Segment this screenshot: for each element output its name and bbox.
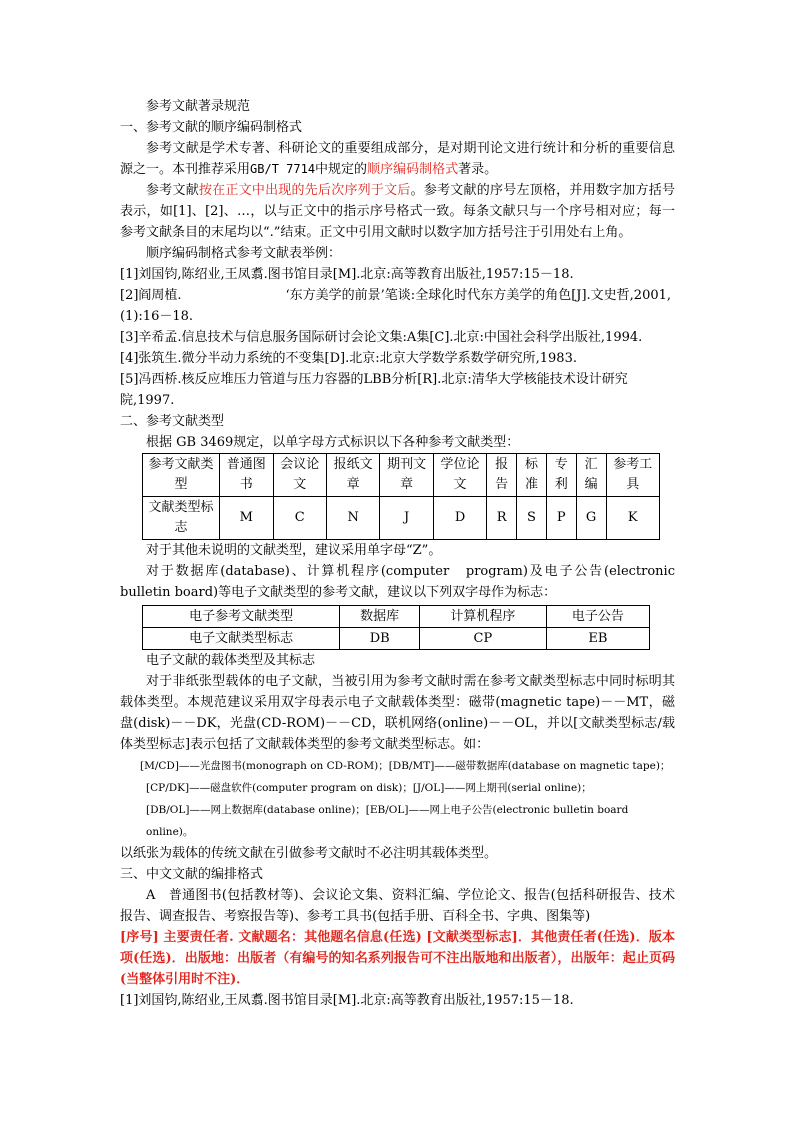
section-1-paragraph-2 — [120, 180, 675, 243]
table-cell: G — [576, 497, 606, 540]
section-1-paragraph-1 — [120, 138, 675, 180]
document-page — [120, 96, 689, 1011]
table-cell: 数据库 — [340, 606, 420, 628]
carrier-examples — [120, 755, 675, 843]
highlighted-text: 顺序编码制格式 — [367, 162, 459, 177]
table-cell: 期刊文章 — [380, 454, 433, 497]
table-cell: C — [273, 497, 326, 540]
table-cell: 专利 — [546, 454, 576, 497]
text-run: 。参考文献的序号左顶格，并用数字加方括号表示，如[1]、[2]、…，以与正文中的指示序号格式一致。每条文献只与一个序号相对应；每一参考文献条目的末尾均以“.”结束。正文中引用文献时以数字加方括号注于引用处右上角。 — [120, 183, 675, 240]
section-3-heading: 三、中文文献的编排格式 — [120, 867, 264, 882]
table-cell: 参考工具 — [606, 454, 660, 497]
table-cell: 电子公告 — [546, 606, 649, 628]
text-run: 参考文献是学术专著、科研论文的重要组成部分，是对期刊论文进行统计和分析的重要信息源之一。本刊推荐采用 — [120, 141, 675, 177]
table-cell: 计算机程序 — [420, 606, 547, 628]
table-cell: 参考文献类型 — [143, 454, 220, 497]
table-cell: D — [433, 497, 486, 540]
section-3-item-a: A 普通图书(包括教材等)、会议论文集、资料汇编、学位论文、报告(包括科研报告、技术报告、调查报告、考察报告等)、参考工具书(包括手册、百科全书、字典、图集等) — [120, 888, 675, 924]
table-row — [143, 454, 660, 497]
table-cell: 文献类型标志 — [143, 497, 220, 540]
reference-4: [4]张筑生.微分半动力系统的不变集[D].北京:北京大学数学系数学研究所,1983. — [120, 351, 577, 366]
table-cell: 电子参考文献类型 — [143, 606, 340, 628]
highlighted-text: 按在正文中出现的先后次序列于文后 — [198, 183, 411, 198]
carrier-example-line: [CP/DK]——磁盘软件(computer program on disk)；[J/OL]——网上期刊(serial online)； — [146, 782, 592, 794]
section-1-heading: 一、参考文献的顺序编码制格式 — [120, 120, 303, 135]
reference-3: [3]辛希孟.信息技术与信息服务国际研讨会论文集:A集[C].北京:中国社会科学出版社,1994. — [120, 330, 643, 345]
table-cell: R — [487, 497, 517, 540]
table-cell: 会议论文 — [273, 454, 326, 497]
table-cell: K — [606, 497, 660, 540]
table-cell: 汇编 — [576, 454, 606, 497]
table-row — [143, 606, 650, 628]
citation-format-rule: [序号] 主要责任者. 文献题名：其他题名信息(任选) [文献类型标志]．其他责任者(任选)．版本项(任选)．出版地：出版者（有编号的知名系列报告可不注出版地和出版者），出版年：起止页码(当整体引用时不注)． — [120, 930, 675, 987]
carrier-example-line: [DB/OL]——网上数据库(database online)；[EB/OL]——网上电子公告(electronic bulletin board online)。 — [146, 804, 629, 838]
section-2-electronic: 对于数据库(database)、计算机程序(computer program)及电子公告(electronic bulletin board)等电子文献类型的参考文献，建议以下列双字母作为标志： — [120, 564, 689, 600]
electronic-type-table — [142, 605, 650, 650]
table-cell: 报纸文章 — [326, 454, 379, 497]
text-run: 参考文献 — [146, 183, 199, 198]
table-cell: P — [546, 497, 576, 540]
table-cell: S — [517, 497, 547, 540]
carrier-note: 以纸张为载体的传统文献在引做参考文献时不必注明其载体类型。 — [120, 846, 498, 861]
table-cell: 普通图书 — [220, 454, 273, 497]
section-2-heading: 二、参考文献类型 — [120, 414, 225, 429]
carrier-heading: 电子文献的载体类型及其标志 — [146, 653, 316, 668]
table-cell: 标准 — [517, 454, 547, 497]
reference-1: [1]刘国钧,陈绍业,王凤翥.图书馆目录[M].北京:高等教育出版社,1957:15－18. — [120, 267, 574, 282]
table-cell: CP — [420, 628, 547, 650]
reference-5: [5]冯西桥.核反应堆压力管道与压力容器的LBB分析[R].北京:清华大学核能技术设计研究院,1997. — [120, 372, 628, 408]
standard-code: GB/T 7714 — [250, 162, 316, 176]
table-cell: 学位论文 — [433, 454, 486, 497]
table-row — [143, 497, 660, 540]
table-cell: J — [380, 497, 433, 540]
section-2-intro: 根据 GB 3469规定，以单字母方式标识以下各种参考文献类型： — [146, 435, 520, 450]
table-cell: N — [326, 497, 379, 540]
document-title: 参考文献著录规范 — [146, 99, 251, 114]
table-cell: 报告 — [487, 454, 517, 497]
carrier-paragraph: 对于非纸张型载体的电子文献，当被引用为参考文献时需在参考文献类型标志中同时标明其载体类型。本规范建议采用双字母表示电子文献载体类型：磁带(magnetic tape)－－MT，磁盘(disk)－－DK，光盘(CD-ROM)－－CD，联机网络(online)－－OL，并以[文献类型标志/载体类型标志]表示包括了文献载体类型的参考文献类型标志。如： — [120, 674, 675, 752]
table-cell: EB — [546, 628, 649, 650]
table-row — [143, 628, 650, 650]
example-heading: 顺序编码制格式参考文献表举例： — [146, 246, 342, 261]
table-cell: M — [220, 497, 273, 540]
text-run: 著录。 — [458, 162, 498, 177]
table-cell: DB — [340, 628, 420, 650]
carrier-example-line: [M/CD]——光盘图书(monograph on CD-ROM)；[DB/MT]——磁带数据库(database on magnetic tape)； — [140, 760, 671, 772]
reference-2: [2]阎周植. ‘东方美学的前景’笔谈:全球化时代东方美学的角色[J].文史哲,2001,(1):16－18. — [120, 288, 672, 324]
section-3-example: [1]刘国钧,陈绍业,王凤翥.图书馆目录[M].北京:高等教育出版社,1957:15－18. — [120, 993, 574, 1008]
section-2-other-types: 对于其他未说明的文献类型，建议采用单字母“Z”。 — [146, 543, 442, 558]
table-cell: 电子文献类型标志 — [143, 628, 340, 650]
document-type-table — [142, 453, 660, 540]
text-run: 中规定的 — [315, 162, 368, 177]
